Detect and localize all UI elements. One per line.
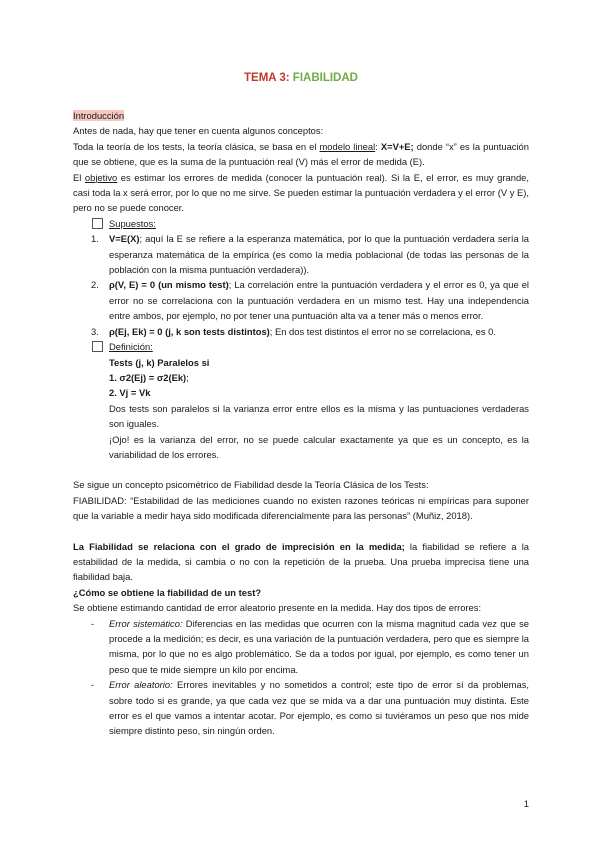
dash-bullet: - (91, 679, 95, 691)
supuesto-text: ; La correlación entre la puntuación verdadera y el error es 0, ya que el error no se correlaciona con la puntuación verdadera en un mismo test. Hay una independencia entre ambos, por ejemplo, no por tener una puntuación alta va a tener más o menos error. (109, 279, 529, 322)
definicion-paragraph-1: Dos tests son paralelos si la varianza error entre ellos es la misma y las puntuaciones verdaderas son iguales. (109, 402, 529, 430)
definicion-paragraph-2: ¡Ojo! es la varianza del error, no se puede calcular exactamente ya que es un concepto, es la variabilidad de los errores. (109, 433, 529, 460)
error-label: Error aleatorio: (109, 679, 173, 691)
intro-heading: Introducción (73, 110, 125, 121)
definicion-line-3: 2. Vj = Vk (109, 387, 151, 399)
supuesto-formula: ρ(Ej, Ek) = 0 (j, k son tests distintos) (109, 325, 270, 337)
definicion-heading-row (73, 339, 529, 354)
supuestos-heading: Supuestos: (109, 217, 156, 229)
page-title (73, 71, 529, 86)
intro-paragraph-2: Toda la teoría de los tests, la teoría clásica, se basa en el modelo lineal: X=V+E; donde “x” es la puntuación que se obtiene, que es la suma de la puntuación real (V) más el error de medida (E). (73, 140, 529, 168)
error-text: Errores inevitables y no sometidos a control; este tipo de error sí da problemas, sobre todo si es grande, ya que cada vez que se mida va a dar una puntuación muy distinta. Este error es el que vamos a intentar acotar. Por ejemplo, es como si tuviéramos un peso que nos mide siempre distinto peso, sin ningún orden. (109, 679, 529, 737)
objetivo-term: objetivo (84, 171, 118, 183)
list-number: 1. (91, 233, 99, 245)
error-aleatorio-item (73, 677, 529, 739)
intro-paragraph-1: Antes de nada, hay que tener en cuenta algunos conceptos: (73, 125, 324, 137)
list-number: 3. (91, 325, 99, 337)
supuestos-heading-row (73, 216, 529, 231)
page-number: 1 (523, 799, 529, 810)
definicion-body (73, 355, 529, 463)
definicion-heading: Definición: (109, 341, 153, 353)
definicion-line-2: 1. σ2(Ej) = σ2(Ek); (109, 371, 189, 383)
intro-paragraph-3: El objetivo es estimar los errores de medida (conocer la puntuación real). Si la E, el error, es muy grande, casi toda la x será error, por lo que no me sirve. Se pueden estimar la puntuación verdadera y el error (V y E), pero no se puede conocer. (73, 171, 529, 214)
error-sistematico-item (73, 616, 529, 678)
page-content (73, 71, 529, 739)
supuesto-formula: ρ(V, E) = 0 (un mismo test) (109, 279, 229, 291)
intro-heading-line (73, 108, 529, 123)
fiabilidad-paragraph-1: Se sigue un concepto psicométrico de Fiabilidad desde la Teoría Clásica de los Tests: (73, 479, 429, 491)
checkbox-icon (92, 341, 103, 352)
title-subject: FIABILIDAD (292, 72, 358, 84)
fiabilidad-definition: FIABILIDAD: “Estabilidad de las mediciones cuando no existen razones teóricas ni empíricas para suponer que la variable a medir haya sido modificada diferencialmente para las personas” (Muñiz, 2018). (73, 494, 529, 522)
error-text: Diferencias en las medidas que ocurren con la misma magnitud cada vez que se procede a la medición; es decir, es una variación de la puntuación verdadera, pero que es siempre la misma, por lo que no es algo problemático. Se da a todos por igual, por ejemplo, es como tener un peso que te mide siempre un kilo por encima. (109, 617, 529, 675)
supuesto-item-2 (73, 277, 529, 323)
dash-bullet: - (91, 617, 95, 629)
supuesto-formula: V=E(X) (109, 233, 140, 245)
definicion-line-1: Tests (j, k) Paralelos si (109, 356, 210, 368)
errores-intro: Se obtiene estimando cantidad de error aleatorio presente en la medida. Hay dos tipos de errores: (73, 602, 482, 614)
imprecision-paragraph: La Fiabilidad se relaciona con el grado de imprecisión en la medida; la fiabilidad se refiere a la estabilidad de la medida, si cambia o no con la repetición de la prueba. Una prueba imprecisa tiene una fiabilidad baja. (73, 540, 529, 583)
section-question: ¿Cómo se obtiene la fiabilidad de un test? (73, 586, 262, 598)
list-number: 2. (91, 279, 99, 291)
supuesto-item-3 (73, 324, 529, 339)
supuesto-text: ; En dos test distintos el error no se correlaciona, es 0. (269, 325, 496, 337)
supuesto-item-1 (73, 231, 529, 277)
supuesto-text: ; aquí la E se refiere a la esperanza matemática, por lo que la puntuación verdadera sería la esperanza matemática de la empírica (es como la media poblacional (de todas las personas de la población con la misma puntuación verdadera)). (109, 233, 529, 276)
title-topic: TEMA 3: (244, 72, 293, 84)
formula-xve: X=V+E; (380, 140, 414, 152)
error-label: Error sistemático: (109, 617, 183, 629)
checkbox-icon (92, 218, 103, 229)
modelo-lineal-term: modelo lineal (319, 140, 376, 152)
